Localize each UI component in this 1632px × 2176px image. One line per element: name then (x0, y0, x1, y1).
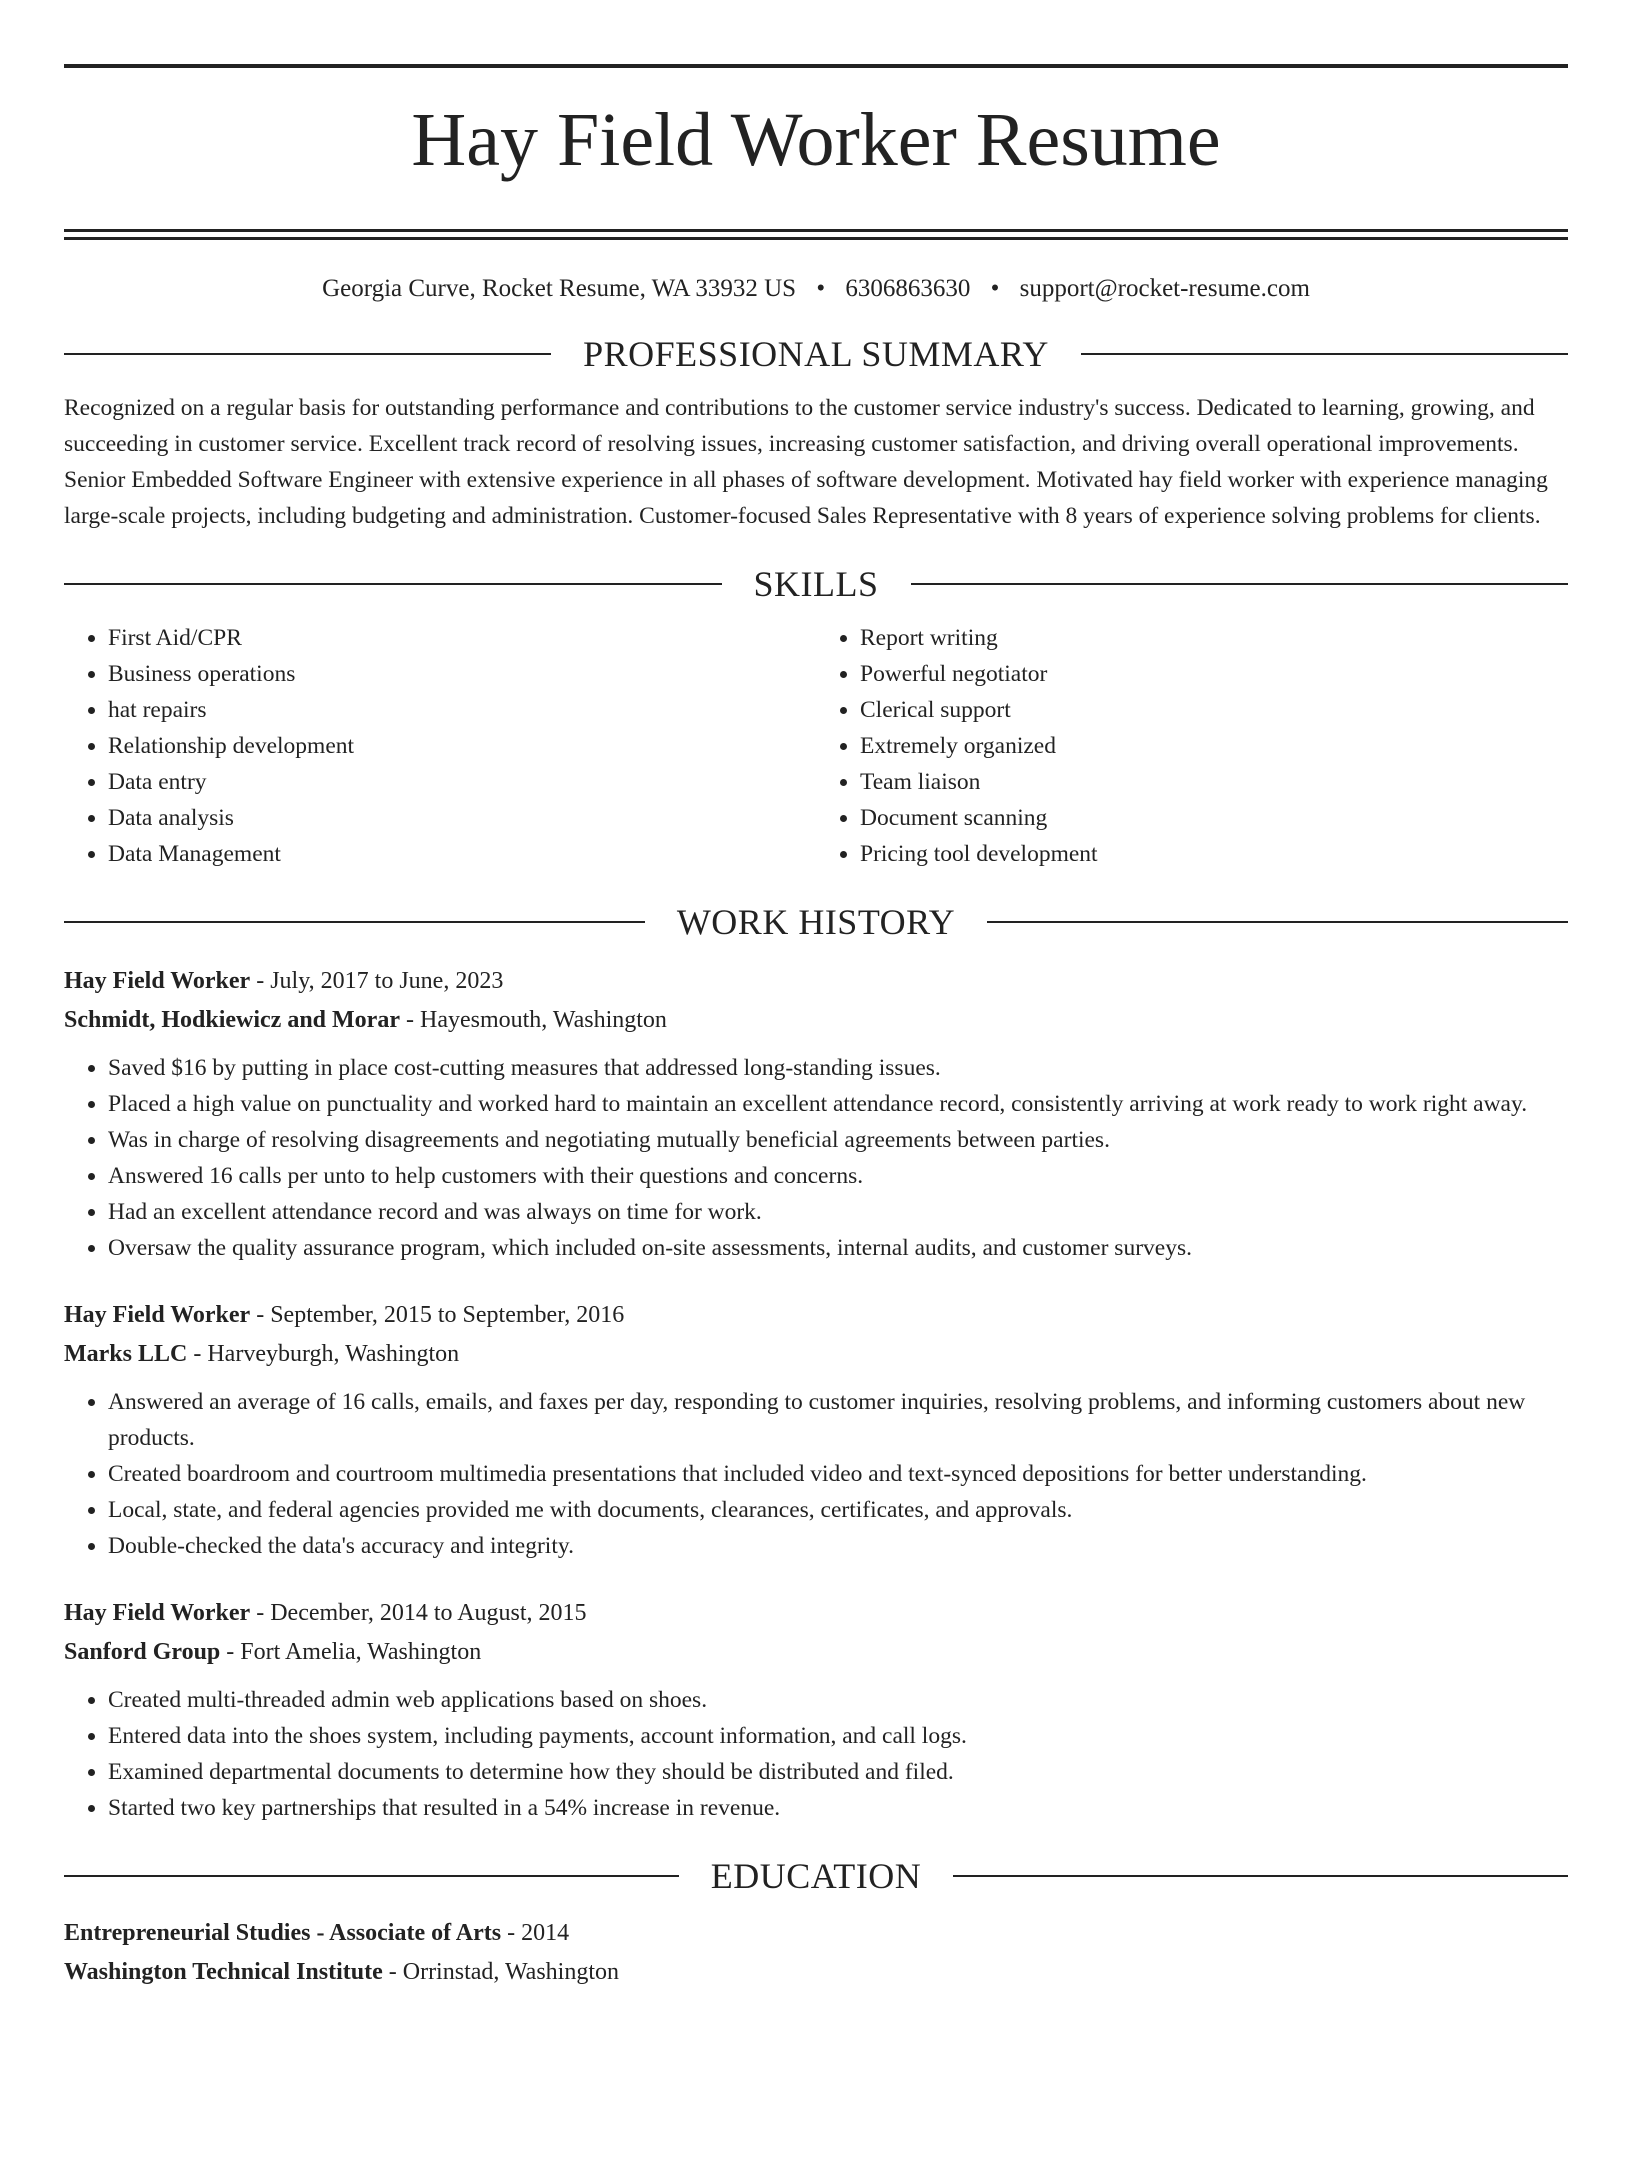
skill-item: • Extremely organized (860, 728, 1568, 764)
education-location: - Orrinstad, Washington (382, 1958, 620, 1985)
job-company-line (64, 1001, 1568, 1040)
job-bullet: • Answered 16 calls per unto to help customers with their questions and concerns. (108, 1158, 1568, 1194)
heading-rule (987, 921, 1568, 923)
skill-item: • Data entry (108, 764, 816, 800)
heading-rule (64, 1875, 679, 1877)
job-bullet: • Oversaw the quality assurance program, which included on-site assessments, internal audits, and customer surveys. (108, 1230, 1568, 1266)
skill-item: • Data analysis (108, 800, 816, 836)
job-bullet: • Examined departmental documents to determine how they should be distributed and filed. (108, 1754, 1568, 1790)
job-bullet: • Created boardroom and courtroom multimedia presentations that included video and text-synced depositions for better understanding. (108, 1456, 1568, 1492)
job-company-line (64, 1335, 1568, 1374)
job-entry (64, 1594, 1568, 1826)
work-history-heading-label: WORK HISTORY (676, 901, 956, 942)
job-dates: - July, 2017 to June, 2023 (250, 967, 504, 994)
skill-item: • hat repairs (108, 692, 816, 728)
skill-item: • Report writing (860, 620, 1568, 656)
job-bullet: • Started two key partnerships that resulted in a 54% increase in revenue. (108, 1790, 1568, 1826)
contact-email: support@rocket-resume.com (1019, 274, 1310, 302)
skill-item: • Data Management (108, 836, 816, 872)
job-bullet: • Placed a high value on punctuality and worked hard to maintain an excellent attendance record, consistently arriving at work ready to work right away. (108, 1086, 1568, 1122)
education-degree-line (64, 1914, 1568, 1953)
heading-rule (911, 583, 1569, 585)
job-title: Hay Field Worker (64, 1599, 251, 1626)
skill-item: • First Aid/CPR (108, 620, 816, 656)
job-entry (64, 962, 1568, 1266)
job-company: Marks LLC (64, 1340, 188, 1367)
heading-rule (64, 353, 551, 355)
skill-item: • Relationship development (108, 728, 816, 764)
skills-column-right (816, 620, 1568, 872)
job-bullets (64, 1050, 1568, 1266)
heading-rule (64, 921, 645, 923)
summary-text: Recognized on a regular basis for outstanding performance and contributions to the customer service industry's success. Dedicated to learning, growing, and succeeding in customer service. Excellent track record of resolving issues, increasing customer satisfaction, and driving overall operational improvements. Senior Embedded Software Engineer with extensive experience in all phases of software development. Motivated hay field worker with experience managing large-scale projects, including budgeting and administration. Customer-focused Sales Representative with 8 years of experience solving problems for clients. (64, 394, 1548, 529)
education-heading (64, 1856, 1568, 1896)
heading-rule (953, 1875, 1568, 1877)
contact-address: Georgia Curve, Rocket Resume, WA 33932 US (322, 274, 797, 302)
contact-separator: • (816, 274, 826, 302)
resume-page (64, 64, 1568, 1992)
skills-column-left (64, 620, 816, 872)
job-bullet: • Double-checked the data's accuracy and integrity. (108, 1528, 1568, 1564)
job-title-line (64, 962, 1568, 1001)
contact-line (64, 274, 1568, 304)
job-company: Schmidt, Hodkiewicz and Morar (64, 1006, 400, 1033)
skill-item: • Document scanning (860, 800, 1568, 836)
education-degree: Entrepreneurial Studies - Associate of Arts (64, 1919, 502, 1946)
job-bullet: • Had an excellent attendance record and was always on time for work. (108, 1194, 1568, 1230)
skill-item: • Powerful negotiator (860, 656, 1568, 692)
job-title: Hay Field Worker (64, 967, 251, 994)
job-company: Sanford Group (64, 1638, 221, 1665)
job-bullet: • Was in charge of resolving disagreements and negotiating mutually beneficial agreements between parties. (108, 1122, 1568, 1158)
skill-item: • Clerical support (860, 692, 1568, 728)
job-title-line (64, 1594, 1568, 1633)
skills-list (64, 620, 1568, 872)
skills-heading (64, 564, 1568, 604)
job-title: Hay Field Worker (64, 1301, 251, 1328)
skill-item: • Team liaison (860, 764, 1568, 800)
job-bullet: • Local, state, and federal agencies provided me with documents, clearances, certificates, and approvals. (108, 1492, 1568, 1528)
title-double-rule (64, 229, 1568, 240)
education-school: Washington Technical Institute (64, 1958, 383, 1985)
job-bullet: • Entered data into the shoes system, including payments, account information, and call logs. (108, 1718, 1568, 1754)
summary-heading (64, 334, 1568, 374)
job-dates: - December, 2014 to August, 2015 (250, 1599, 587, 1626)
contact-separator: • (990, 274, 1000, 302)
job-location: - Fort Amelia, Washington (220, 1638, 482, 1665)
job-location: - Hayesmouth, Washington (400, 1006, 667, 1033)
top-rule (64, 64, 1568, 68)
job-bullets (64, 1384, 1568, 1564)
work-history-heading (64, 902, 1568, 942)
job-location: - Harveyburgh, Washington (187, 1340, 460, 1367)
heading-rule (1081, 353, 1568, 355)
summary-heading-label: PROFESSIONAL SUMMARY (583, 333, 1049, 374)
skill-item: • Pricing tool development (860, 836, 1568, 872)
skill-item: • Business operations (108, 656, 816, 692)
job-bullet: • Answered an average of 16 calls, emails, and faxes per day, responding to customer inquiries, resolving problems, and informing customers about new products. (108, 1384, 1568, 1456)
job-dates: - September, 2015 to September, 2016 (250, 1301, 625, 1328)
education-school-line (64, 1953, 1568, 1992)
job-bullets (64, 1682, 1568, 1826)
education-entry (64, 1914, 1568, 1992)
skills-heading-label: SKILLS (753, 563, 879, 604)
job-entry (64, 1296, 1568, 1564)
education-heading-label: EDUCATION (710, 1855, 922, 1896)
job-title-line (64, 1296, 1568, 1335)
job-bullet: • Created multi-threaded admin web applications based on shoes. (108, 1682, 1568, 1718)
contact-phone: 6306863630 (845, 274, 971, 302)
job-company-line (64, 1633, 1568, 1672)
resume-title: Hay Field Worker Resume (411, 98, 1221, 182)
job-bullet: • Saved $16 by putting in place cost-cutting measures that addressed long-standing issues. (108, 1050, 1568, 1086)
heading-rule (64, 583, 722, 585)
education-year: - 2014 (501, 1919, 570, 1946)
